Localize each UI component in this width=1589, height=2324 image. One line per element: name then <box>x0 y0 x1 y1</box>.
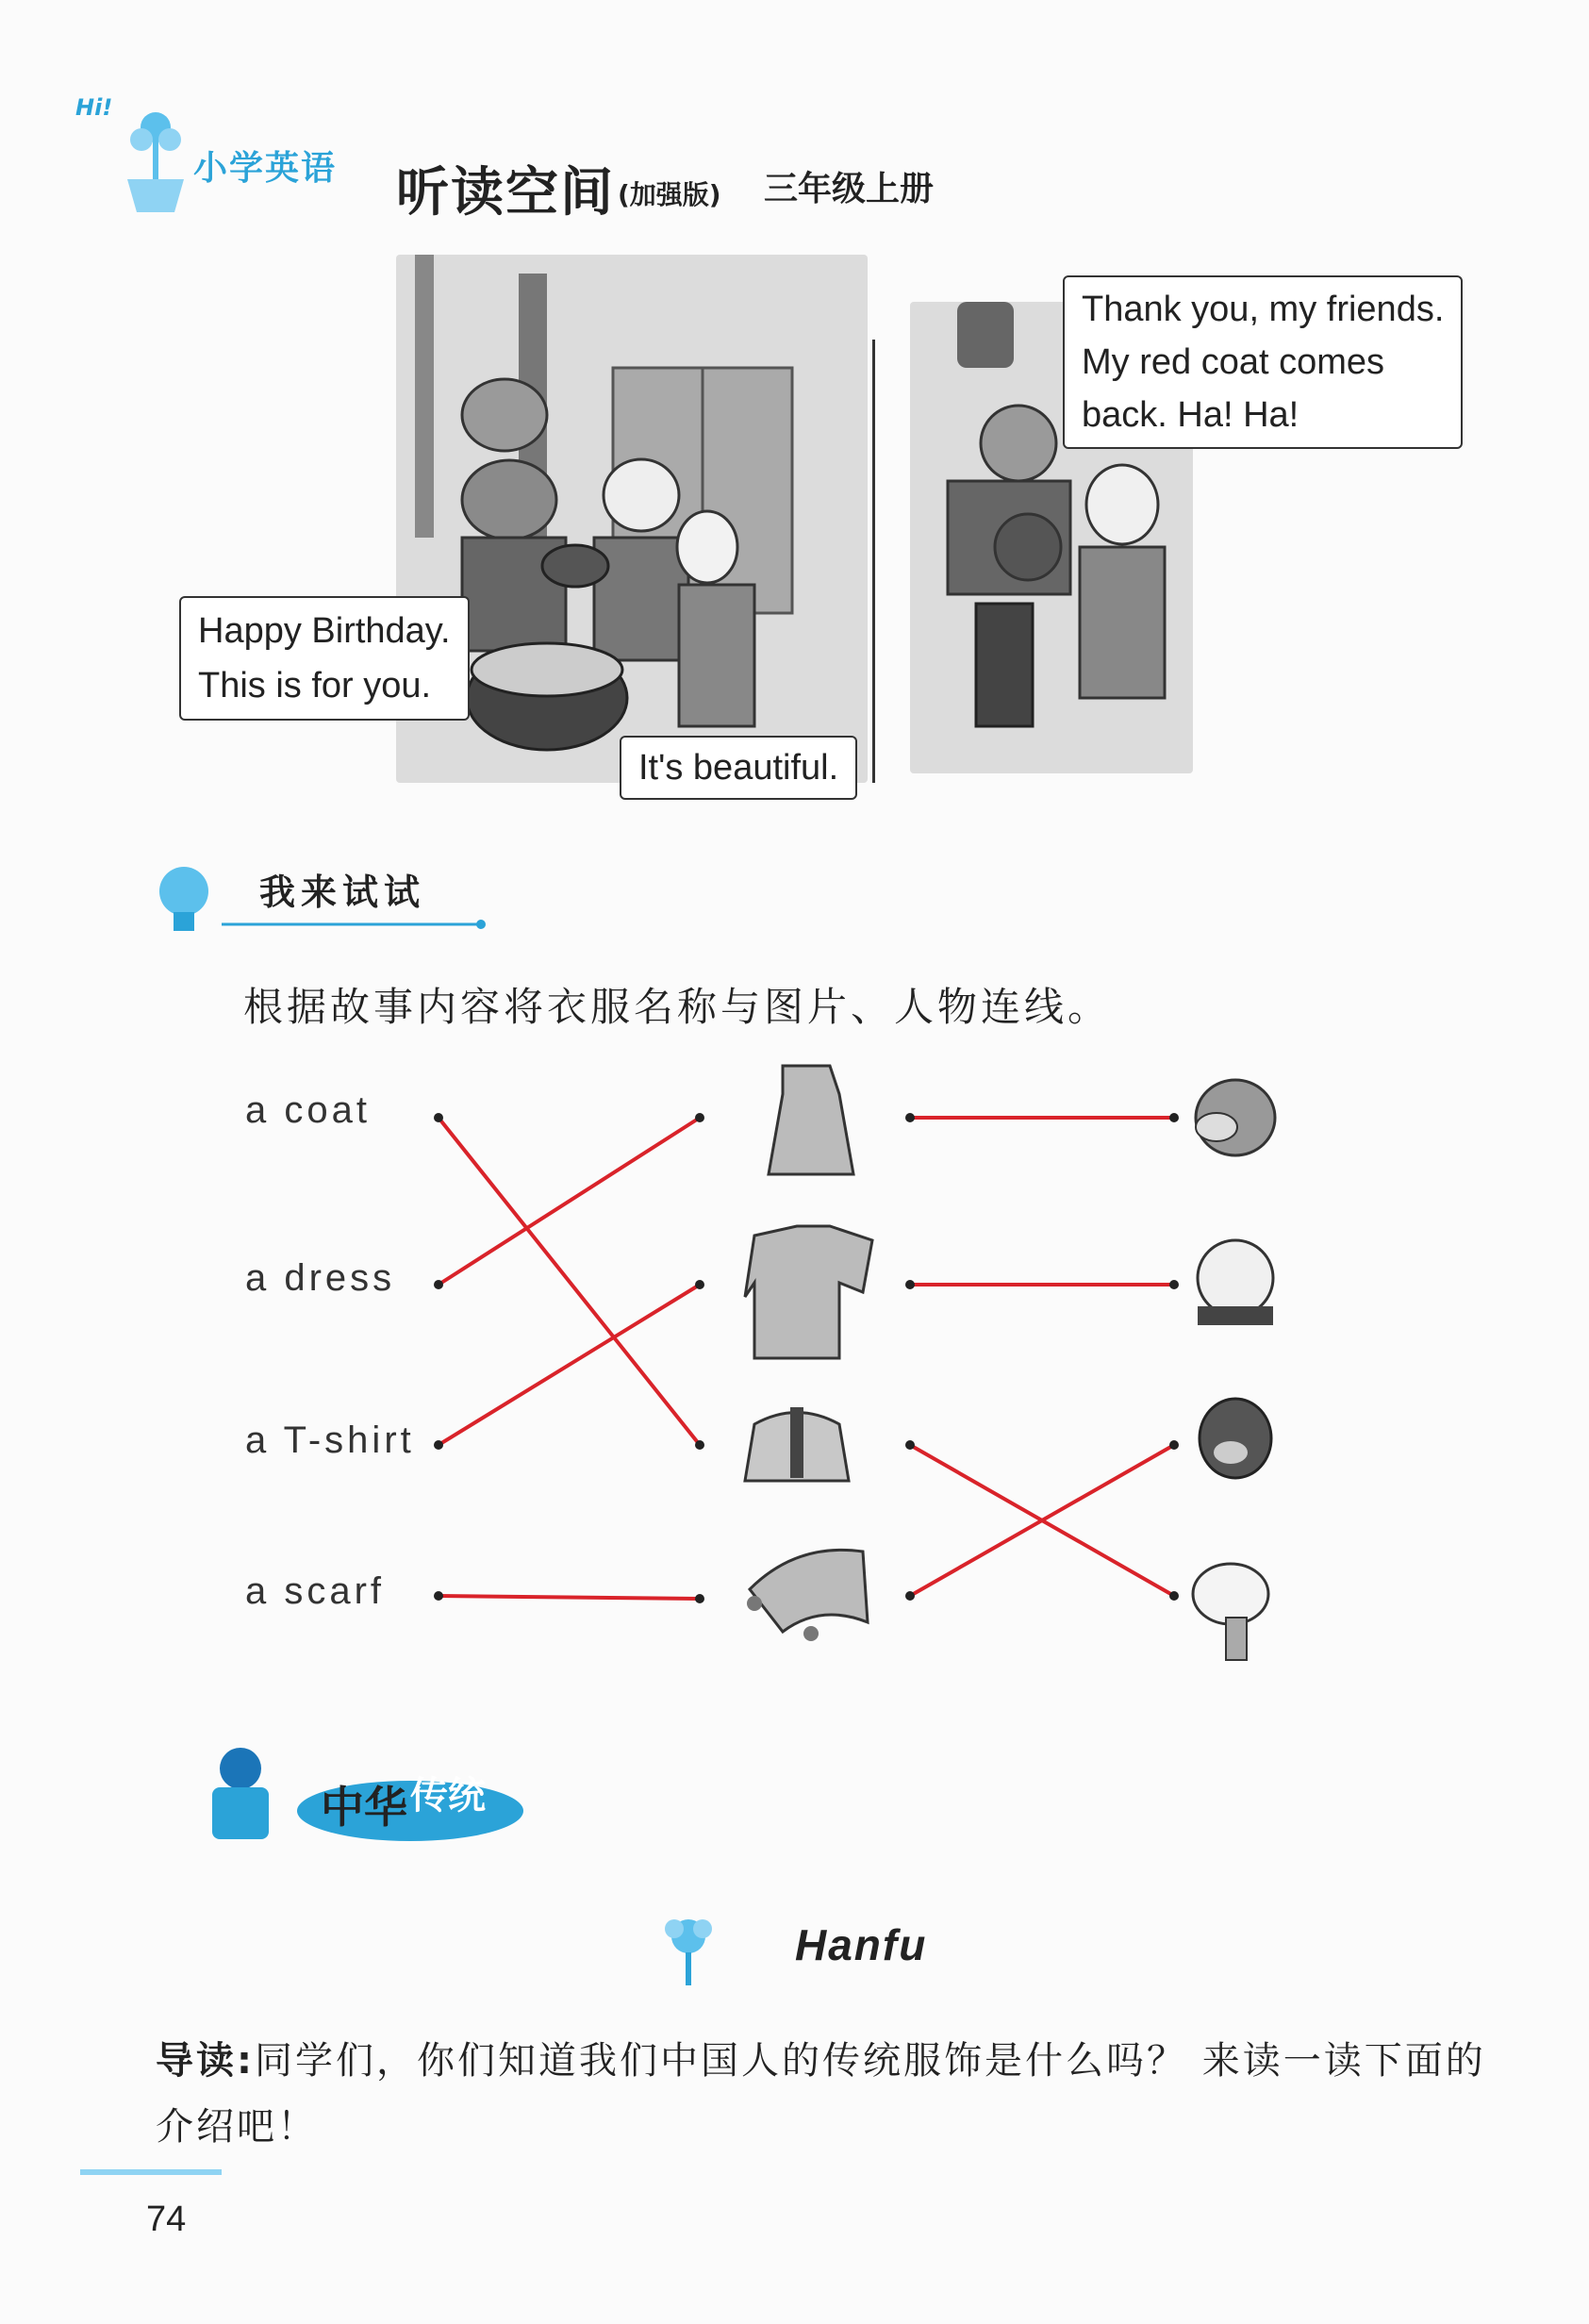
article-title: Hanfu <box>795 1920 928 1969</box>
bubble-line: back. Ha! Ha! <box>1082 395 1299 435</box>
intro-paragraph <box>156 2028 1495 2160</box>
grade-label: 三年级上册 <box>764 170 935 208</box>
match-line-scarf[interactable] <box>439 1596 700 1599</box>
bubble-thank-you <box>1063 275 1463 449</box>
word-coat: a coat <box>245 1089 371 1131</box>
parrot-icon <box>1200 1399 1271 1478</box>
bubble-line: Happy Birthday. <box>198 611 451 651</box>
match-line-t-shirt[interactable] <box>439 1285 700 1445</box>
flower-icon <box>655 1910 721 1990</box>
t-shirt-icon <box>745 1226 872 1358</box>
brand-label: 小学英语 <box>193 149 338 188</box>
bubble-line: This is for you. <box>198 666 432 706</box>
intro-label: 导读: <box>156 2039 255 2083</box>
match-line-dress[interactable] <box>439 1118 700 1285</box>
sheep-icon <box>1198 1240 1273 1325</box>
flower-pot-icon <box>113 104 198 217</box>
bubble-line: Thank you, my friends. <box>1082 290 1445 329</box>
scarf-icon <box>747 1550 868 1641</box>
dress-icon <box>769 1066 853 1174</box>
word-dress: a dress <box>245 1257 396 1299</box>
hi-badge: Hi! <box>75 94 113 121</box>
book-title: 听读空间 <box>396 162 615 224</box>
bubble-line: My red coat comes <box>1082 342 1384 382</box>
bubble-line: It's beautiful. <box>638 748 839 788</box>
bubble-happy-birthday <box>179 596 470 721</box>
intro-text: 同学们，你们知道我们中国人的传统服饰是什么吗？ 来读一读下面的介绍吧！ <box>156 2039 1486 2149</box>
giraffe-icon <box>1193 1564 1268 1660</box>
culture-title-b: 传统 <box>410 1774 486 1818</box>
coat-icon <box>745 1407 849 1481</box>
section-title-try: 我来试试 <box>259 872 426 913</box>
word-scarf: a scarf <box>245 1570 386 1612</box>
bubble-beautiful <box>620 736 857 800</box>
horse-icon <box>1196 1080 1275 1155</box>
page-number-bar <box>80 2169 222 2175</box>
edition-label: (加强版) <box>618 179 721 210</box>
panel-divider <box>872 340 875 783</box>
culture-title-a: 中华 <box>321 1782 407 1833</box>
page-number: 74 <box>146 2200 187 2239</box>
exercise-instruction: 根据故事内容将衣服名称与图片、人物连线。 <box>243 984 1112 1030</box>
word-t-shirt: a T-shirt <box>245 1419 415 1461</box>
matching-canvas <box>0 1038 1589 1679</box>
match-line-coat[interactable] <box>439 1118 700 1445</box>
